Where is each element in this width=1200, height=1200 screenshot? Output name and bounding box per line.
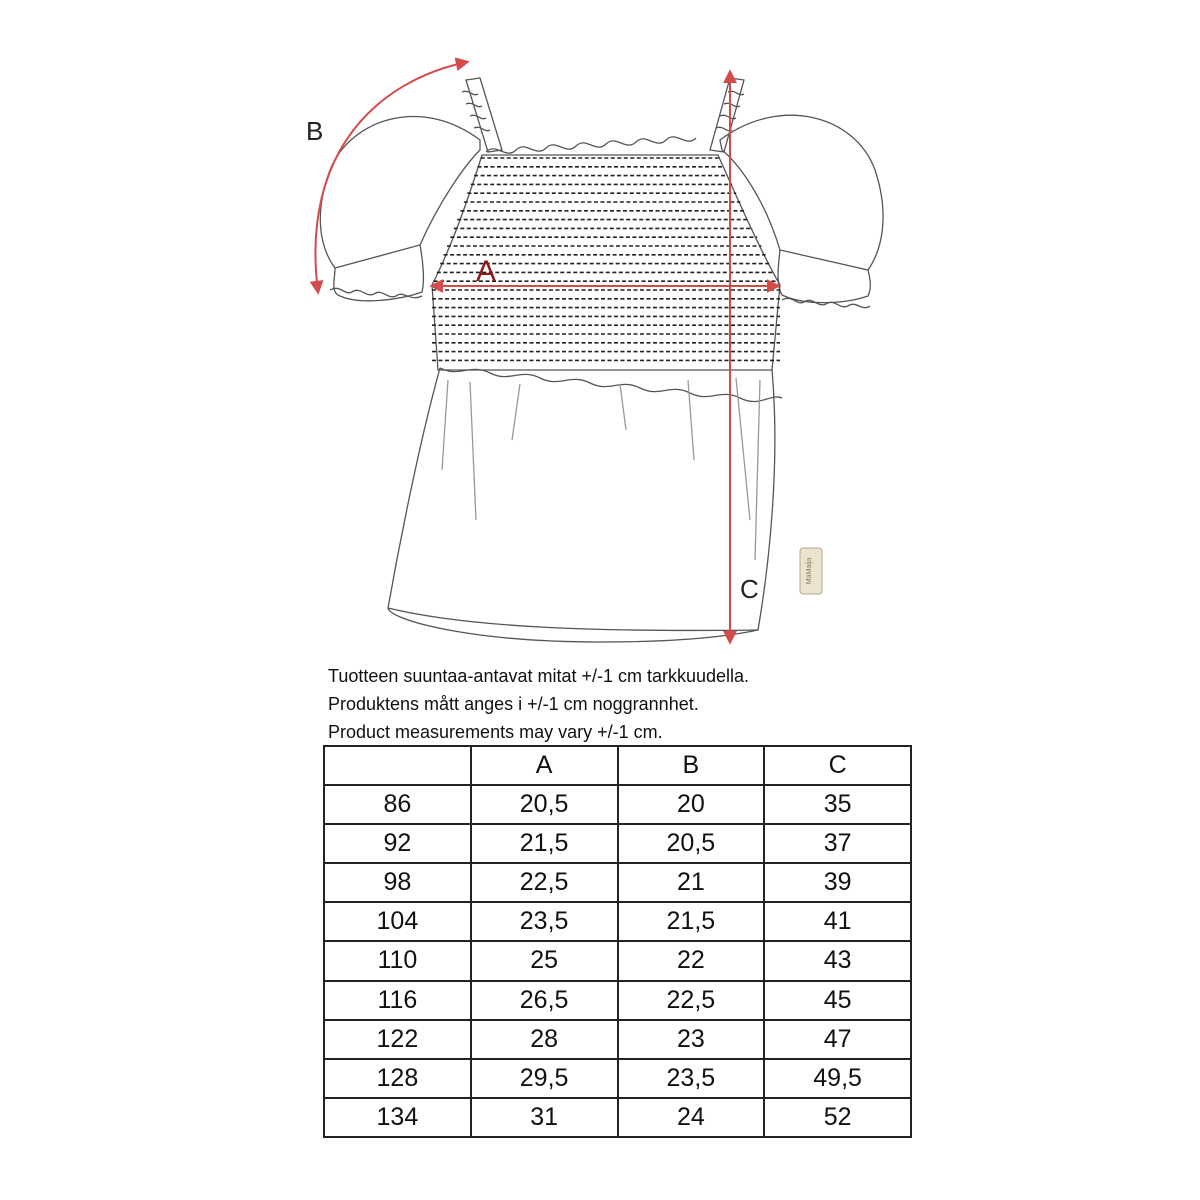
cell-c: 35 [764, 785, 911, 824]
table-row [324, 941, 911, 980]
table-row [324, 1020, 911, 1059]
cell-size: 104 [324, 902, 471, 941]
cell-c: 52 [764, 1098, 911, 1137]
header-size [324, 746, 471, 785]
cell-a: 23,5 [471, 902, 618, 941]
cell-c: 45 [764, 981, 911, 1020]
cell-a: 31 [471, 1098, 618, 1137]
measure-c-label: C [740, 574, 759, 604]
neckline-ruffle [486, 137, 696, 153]
header-c: C [764, 746, 911, 785]
cell-b: 21,5 [618, 902, 765, 941]
cell-c: 47 [764, 1020, 911, 1059]
cell-a: 28 [471, 1020, 618, 1059]
cell-b: 21 [618, 863, 765, 902]
table-row [324, 785, 911, 824]
cell-size: 116 [324, 981, 471, 1020]
cell-b: 20,5 [618, 824, 765, 863]
cell-size: 86 [324, 785, 471, 824]
cell-size: 128 [324, 1059, 471, 1098]
note-swedish: Produktens mått anges i +/-1 cm noggrannhet. [328, 694, 699, 714]
cell-a: 21,5 [471, 824, 618, 863]
cell-c: 49,5 [764, 1059, 911, 1098]
cell-size: 92 [324, 824, 471, 863]
table-row [324, 981, 911, 1020]
table-row [324, 902, 911, 941]
header-a: A [471, 746, 618, 785]
size-table [323, 745, 912, 1138]
cell-a: 26,5 [471, 981, 618, 1020]
measure-a-label: A [476, 255, 497, 288]
cell-c: 43 [764, 941, 911, 980]
cell-a: 29,5 [471, 1059, 618, 1098]
cell-c: 37 [764, 824, 911, 863]
cell-size: 122 [324, 1020, 471, 1059]
measure-b-label: B [306, 116, 324, 146]
right-strap [710, 78, 744, 152]
size-tag [800, 548, 822, 594]
right-sleeve [720, 115, 883, 270]
cell-c: 41 [764, 902, 911, 941]
cell-b: 23 [618, 1020, 765, 1059]
table-row [324, 1059, 911, 1098]
cell-b: 20 [618, 785, 765, 824]
tag-text: MaMaija [806, 557, 813, 585]
cell-b: 22,5 [618, 981, 765, 1020]
cell-size: 98 [324, 863, 471, 902]
note-english: Product measurements may vary +/-1 cm. [328, 722, 663, 742]
cell-b: 23,5 [618, 1059, 765, 1098]
cell-b: 24 [618, 1098, 765, 1137]
table-row [324, 824, 911, 863]
cell-c: 39 [764, 863, 911, 902]
cell-a: 22,5 [471, 863, 618, 902]
cell-a: 20,5 [471, 785, 618, 824]
cell-size: 110 [324, 941, 471, 980]
table-row [324, 863, 911, 902]
table-row [324, 1098, 911, 1137]
cell-b: 22 [618, 941, 765, 980]
garment-diagram [290, 40, 910, 660]
note-finnish: Tuotteen suuntaa-antavat mitat +/-1 cm tarkkuudella. [328, 666, 750, 686]
measurement-notes [328, 662, 928, 746]
right-sleeve-cuff [778, 250, 870, 303]
table-header-row [324, 746, 911, 785]
table-body [324, 785, 911, 1137]
header-b: B [618, 746, 765, 785]
cell-size: 134 [324, 1098, 471, 1137]
cell-a: 25 [471, 941, 618, 980]
